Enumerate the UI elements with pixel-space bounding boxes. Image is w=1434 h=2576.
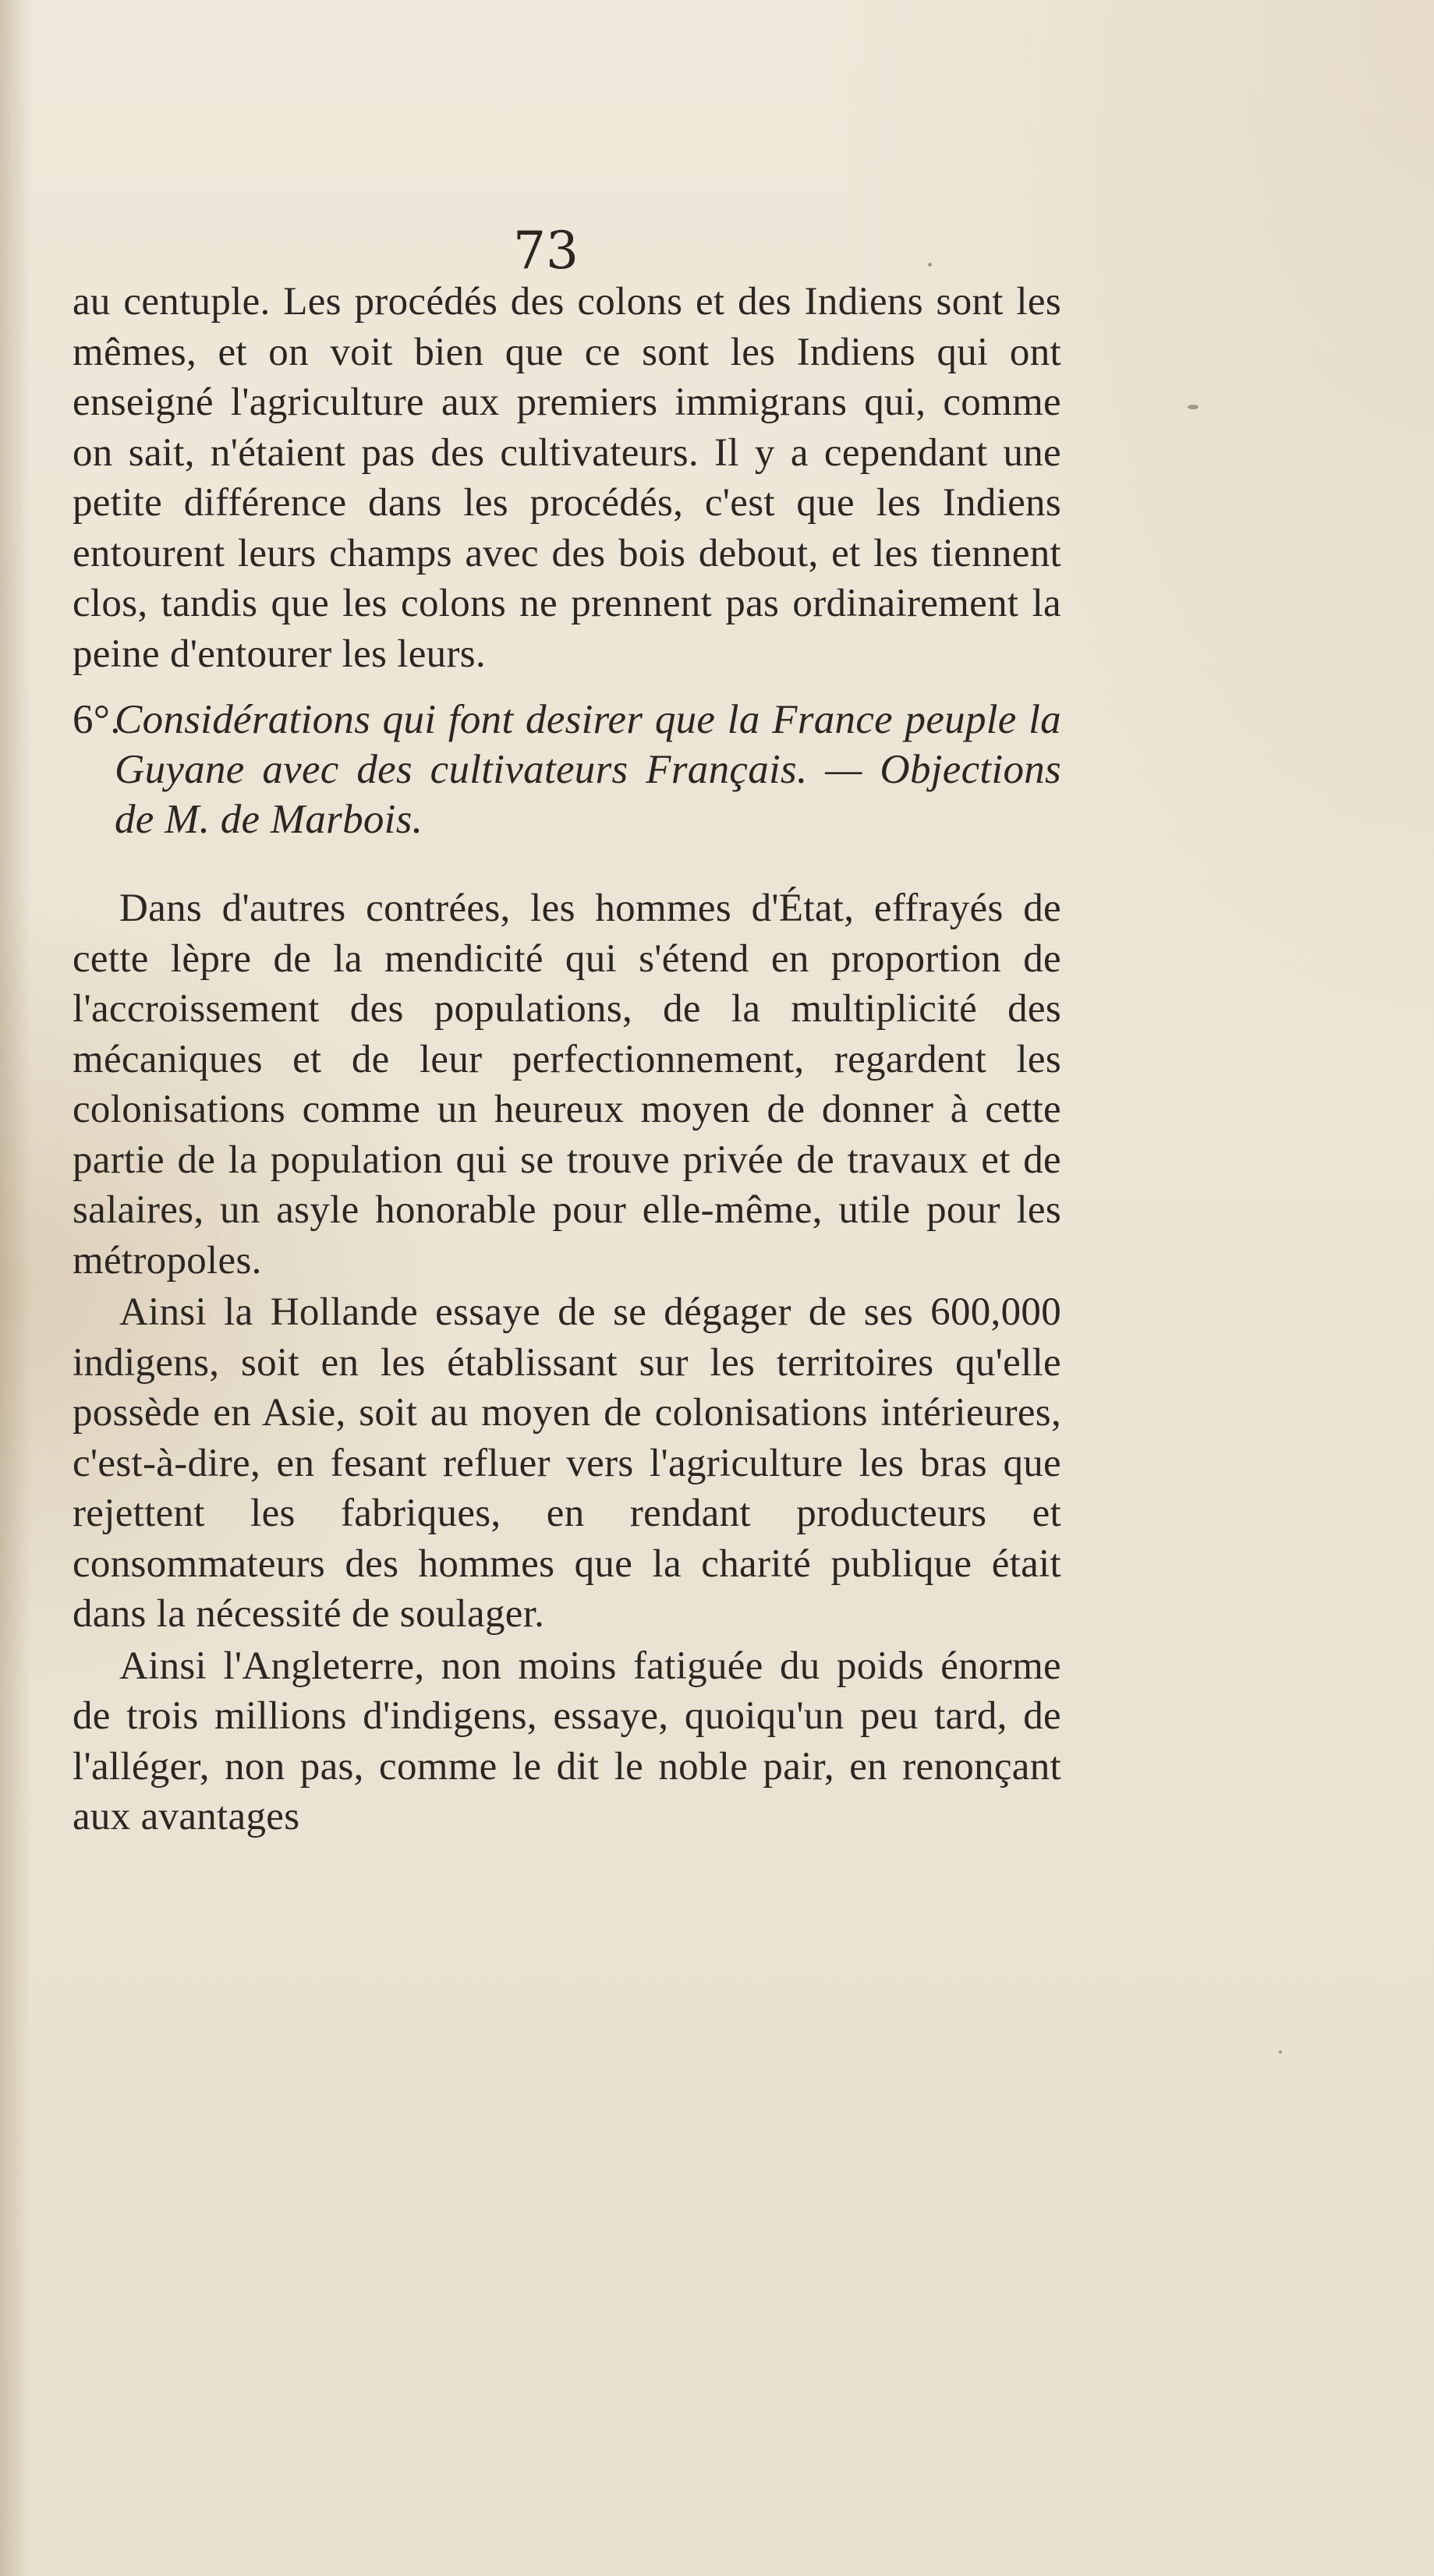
section-heading bbox=[73, 695, 1061, 844]
paper-speck bbox=[1188, 405, 1199, 409]
section-title: Considérations qui font desirer que la France peuple la Guyane avec des cultivateurs Français. — Objections de M. de Marbois. bbox=[115, 697, 1061, 842]
paragraph-2: Ainsi la Hollande essaye de se dégager de ses 600,000 indigens, soit en les établissant sur les territoires qu'elle possède en Asie, soit au moyen de colonisations intérieures, c'est-à-dire, en fesant refluer vers l'agriculture les bras que rejettent les fabriques, en rendant producteurs et consommateurs des hommes que la charité publique était dans la nécessité de soulager. bbox=[73, 1290, 1061, 1636]
page-edge-shadow bbox=[0, 0, 31, 2576]
paragraph-continuation: au centuple. Les procédés des colons et des Indiens sont les mêmes, et on voit bien que ce sont les Indiens qui ont enseigné l'agriculture aux premiers immigrans qui, comme on sait, n'étaient pas des cultivateurs. Il y a cependant une petite différence dans les procédés, c'est que les Indiens entourent leurs champs avec des bois debout, et les tiennent clos, tandis que les colons ne prennent pas ordinairement la peine d'entourer les leurs. bbox=[73, 280, 1061, 676]
page-number: 73 bbox=[513, 221, 579, 281]
page-text bbox=[73, 277, 1061, 1842]
paper-speck bbox=[1279, 2051, 1282, 2054]
paragraph-3: Ainsi l'Angleterre, non moins fatiguée du poids énorme de trois millions d'indigens, essaye, quoiqu'un peu tard, de l'alléger, non pas, comme le dit le noble pair, en renonçant aux avantages bbox=[73, 1644, 1061, 1838]
paper-speck bbox=[928, 263, 932, 267]
section-number: 6°. bbox=[73, 697, 121, 742]
paragraph-1: Dans d'autres contrées, les hommes d'État, effrayés de cette lèpre de la mendicité qui s'étend en proportion de l'accroissement des populations, de la multiplicité des mécaniques et de leur perfectionnement, regardent les colonisations comme un heureux moyen de donner à cette partie de la population qui se trouve privée de travaux et de salaires, un asyle honorable pour elle-même, utile pour les métropoles. bbox=[73, 886, 1061, 1283]
